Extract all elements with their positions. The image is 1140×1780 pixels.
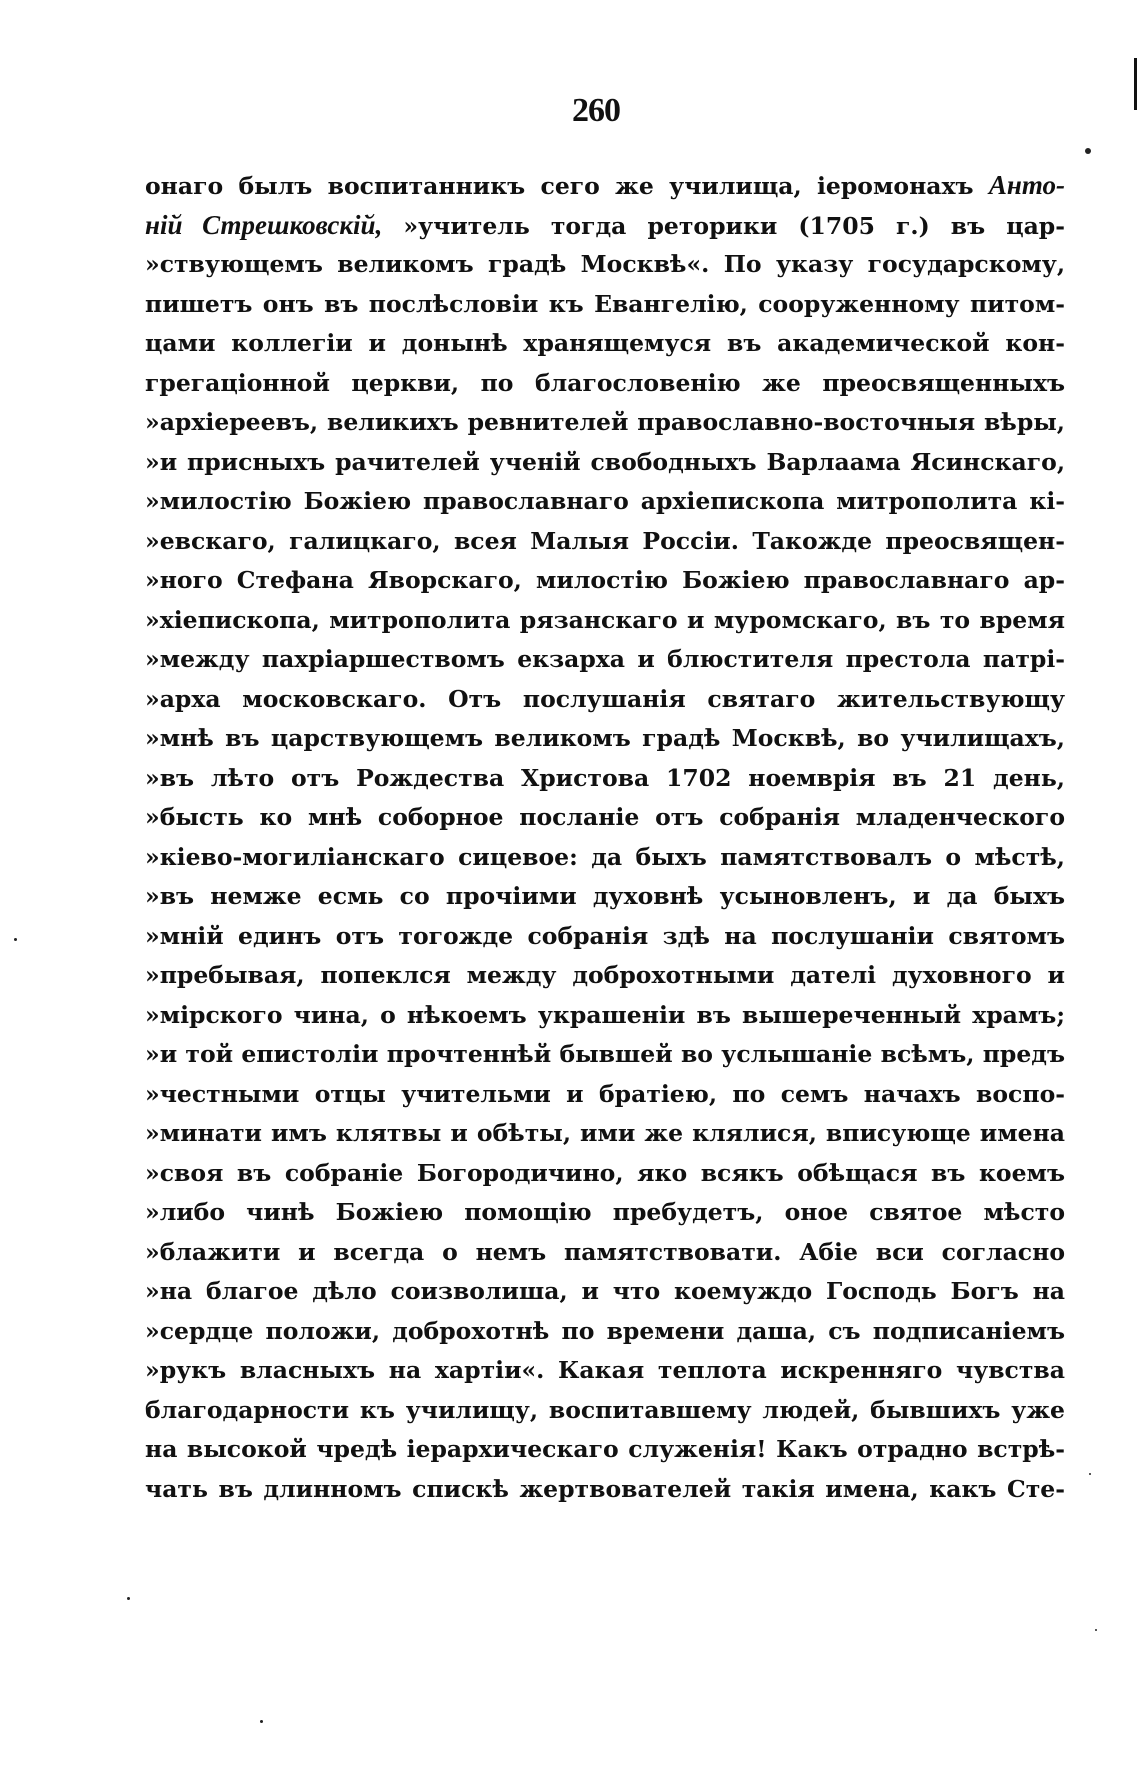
text-line bbox=[145, 1470, 1065, 1510]
text-run: »милостію Божіею православнаго архіепископа митрополита кі- bbox=[145, 487, 1065, 515]
text-line bbox=[145, 561, 1065, 601]
text-run: »кіево-могиліанскаго сицевое: да быхъ памятствовалъ о мѣстѣ, bbox=[145, 842, 1065, 871]
text-run: »и присныхъ рачителей ученій свободныхъ Варлаама Ясинскаго, bbox=[145, 447, 1065, 476]
text-line bbox=[145, 680, 1065, 720]
text-run: »пребывая, попеклся между доброхотными дателі духовного и bbox=[145, 961, 1065, 989]
body-text bbox=[145, 166, 1065, 1509]
text-line bbox=[145, 522, 1065, 562]
text-run: »на благое дѣло соизволиша, и что коемуждо Господь Богъ на bbox=[145, 1277, 1065, 1305]
text-line bbox=[145, 245, 1065, 285]
text-line bbox=[145, 324, 1065, 364]
text-run: »между пахріаршествомъ екзарха и блюстителя престола патрі- bbox=[145, 645, 1065, 673]
text-run: »ного Стефана Яворскаго, милостію Божіею православнаго ар- bbox=[145, 566, 1065, 594]
text-line bbox=[145, 443, 1065, 483]
text-run: благодарности къ училищу, воспитавшему людей, бывшихъ уже bbox=[145, 1395, 1065, 1424]
text-line bbox=[145, 482, 1065, 522]
text-run: »сердце положи, доброхотнѣ по времени даша, съ подписаніемъ bbox=[145, 1316, 1065, 1345]
italic-text-run: ній Стрешковскій, bbox=[145, 209, 383, 240]
text-run: »своя въ собраніе Богородичино, яко всякъ обѣщася въ коемъ bbox=[145, 1158, 1065, 1187]
text-line bbox=[145, 996, 1065, 1036]
text-run: »хіепископа, митрополита рязанскаго и муромскаго, въ то время bbox=[145, 605, 1065, 634]
text-run: на высокой чредѣ іерархическаго служенія! Какъ отрадно встрѣ- bbox=[145, 1435, 1065, 1463]
scan-speck bbox=[127, 1597, 130, 1600]
text-run: »арха московскаго. Отъ послушанія святаго жительствующу bbox=[145, 684, 1065, 713]
text-run: »честными отцы учительми и братіею, по семъ начахъ воспо- bbox=[145, 1079, 1065, 1108]
text-line bbox=[145, 1193, 1065, 1233]
text-line bbox=[145, 1075, 1065, 1115]
text-line bbox=[145, 640, 1065, 680]
page-number: 260 bbox=[572, 92, 620, 129]
italic-text-run: Анто- bbox=[988, 170, 1065, 200]
text-line bbox=[145, 917, 1065, 957]
text-line bbox=[145, 1154, 1065, 1194]
text-run: »рукъ власныхъ на хартіи«. Какая теплота искренняго чувства bbox=[145, 1356, 1065, 1384]
text-line bbox=[145, 838, 1065, 878]
text-run: пишетъ онъ въ послѣсловіи къ Евангелію, сооруженному питом- bbox=[145, 289, 1065, 318]
text-line bbox=[145, 719, 1065, 759]
scan-edge-mark bbox=[1134, 58, 1137, 110]
text-run: »и той епистоліи прочтеннѣй бывшей во услышаніе всѣмъ, предъ bbox=[145, 1040, 1065, 1068]
text-run: »учитель тогда реторики (1705 г.) въ цар- bbox=[382, 211, 1065, 240]
text-run: чать въ длинномъ спискѣ жертвователей такія имена, какъ Сте- bbox=[145, 1474, 1065, 1503]
text-line bbox=[145, 1272, 1065, 1312]
scan-speck bbox=[260, 1720, 263, 1723]
text-line bbox=[145, 206, 1065, 246]
text-line bbox=[145, 877, 1065, 917]
scan-speck bbox=[1089, 1473, 1091, 1475]
text-line bbox=[145, 1391, 1065, 1431]
text-line bbox=[145, 364, 1065, 404]
text-run: »либо чинѣ Божіею помощію пребудетъ, оное святое мѣсто bbox=[145, 1198, 1065, 1226]
text-line bbox=[145, 1114, 1065, 1154]
text-run: »бысть ко мнѣ соборное посланіе отъ собранія младенческого bbox=[145, 803, 1065, 831]
text-run: онаго былъ воспитанникъ сего же училища, іеромонахъ bbox=[145, 172, 989, 200]
text-line bbox=[145, 1351, 1065, 1391]
text-line bbox=[145, 1035, 1065, 1075]
scan-speck bbox=[14, 938, 17, 941]
scan-speck bbox=[1095, 1629, 1097, 1631]
text-line bbox=[145, 956, 1065, 996]
text-line bbox=[145, 285, 1065, 325]
text-line bbox=[145, 1233, 1065, 1273]
scan-speck bbox=[1085, 148, 1091, 154]
text-run: цами коллегіи и донынѣ хранящемуся въ академической кон- bbox=[145, 329, 1065, 357]
text-line bbox=[145, 798, 1065, 838]
text-line bbox=[145, 166, 1065, 206]
text-line bbox=[145, 601, 1065, 641]
text-run: »мнѣ въ царствующемъ великомъ градѣ Москвѣ, во училищахъ, bbox=[145, 724, 1065, 752]
text-run: »въ немже есмь со прочіими духовнѣ усыновленъ, и да быхъ bbox=[145, 882, 1065, 910]
text-line bbox=[145, 1430, 1065, 1470]
text-run: »архіереевъ, великихъ ревнителей православно-восточныя вѣры, bbox=[145, 408, 1065, 436]
text-run: »ствующемъ великомъ градѣ Москвѣ«. По указу государскому, bbox=[145, 250, 1065, 278]
text-line bbox=[145, 1312, 1065, 1352]
text-run: грегаціонной церкви, по благословенію же преосвященныхъ bbox=[145, 368, 1065, 397]
text-run: »мній единъ отъ тогожде собранія здѣ на послушаніи святомъ bbox=[145, 921, 1065, 950]
text-run: »минати имъ клятвы и обѣты, ими же клялися, вписующе имена bbox=[145, 1119, 1065, 1147]
text-run: »мірского чина, о нѣкоемъ украшеніи въ вышереченный храмъ; bbox=[145, 1000, 1065, 1029]
text-line bbox=[145, 403, 1065, 443]
text-run: »въ лѣто отъ Рождества Христова 1702 ноемврія въ 21 день, bbox=[145, 763, 1065, 792]
text-run: »евскаго, галицкаго, всея Малыя Россіи. Такожде преосвящен- bbox=[145, 526, 1065, 555]
text-run: »блажити и всегда о немъ памятствовати. Абіе вси согласно bbox=[145, 1237, 1065, 1266]
text-line bbox=[145, 759, 1065, 799]
